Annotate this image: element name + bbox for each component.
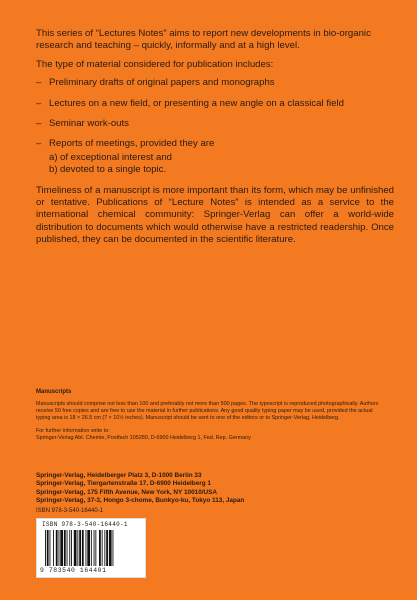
list-item bbox=[36, 98, 394, 110]
further-info-address: Springer-Verlag Abt. Chemie, Postfach 105280, D-6900 Heidelberg 1, Fed. Rep. Germany bbox=[36, 434, 251, 441]
sub-text: devoted to a single topic. bbox=[60, 164, 167, 176]
list-item-text: Preliminary drafts of original papers and monographs bbox=[49, 77, 275, 89]
material-intro: The type of material considered for publication includes: bbox=[36, 58, 274, 70]
dash-marker: – bbox=[36, 138, 42, 150]
isbn-label: ISBN 978-3-540-16440-1 bbox=[36, 508, 104, 514]
manuscripts-title: Manuscripts bbox=[36, 389, 72, 395]
list-item bbox=[36, 118, 394, 130]
list-item-text: Reports of meetings, provided they are bbox=[49, 138, 215, 150]
barcode-digits: 9 783540 164401 bbox=[40, 567, 107, 574]
barcode bbox=[36, 518, 146, 578]
dash-marker: – bbox=[36, 118, 42, 130]
list-item bbox=[36, 138, 394, 176]
main-text bbox=[36, 28, 394, 247]
sub-letter: a) bbox=[49, 151, 58, 163]
dash-marker: – bbox=[36, 97, 42, 109]
further-info-label: For further information write to: bbox=[36, 427, 110, 434]
list-item bbox=[36, 77, 394, 89]
address-line: Springer-Verlag, Tiergartenstraße 17, D-6900 Heidelberg 1 bbox=[36, 480, 211, 488]
list-item-text: Seminar work-outs bbox=[49, 118, 129, 130]
barcode-bars bbox=[45, 530, 137, 568]
address-line: Springer-Verlag, Heidelberger Platz 3, D-1000 Berlin 33 bbox=[36, 472, 202, 479]
list-item-text: Lectures on a new field, or presenting a new angle on a classical field bbox=[49, 97, 344, 109]
address-line: Springer-Verlag, 37-3, Hongo 3-chome, Bunkyo-ku, Tokyo 113, Japan bbox=[36, 497, 245, 505]
manuscripts-section bbox=[36, 388, 381, 442]
sub-list-item bbox=[49, 164, 394, 176]
publisher-addresses bbox=[36, 472, 381, 506]
sub-text: of exceptional interest and bbox=[60, 151, 173, 163]
sub-list bbox=[49, 152, 394, 177]
manuscripts-paragraph: Manuscripts should comprise not less than 100 and preferably not more than 500 pages. The typescript is reproduced photographically. Authors receive 50 free copies and are free to use the material in further publications. Any good quality typing paper may be used, provided the actual typing area is 18 × 26.5 cm (7 × 10½ inches). Manuscript should be sent to one of the editors or to Springer-Verlag, Heidelberg. bbox=[36, 401, 379, 422]
material-list bbox=[36, 77, 394, 176]
intro-paragraph: This series of “Lectures Notes” aims to report new developments in bio-organic research and teaching – quickly, informally and at a high level. bbox=[36, 28, 371, 52]
barcode-isbn-text: ISBN 978-3-540-16440-1 bbox=[42, 521, 128, 528]
timeliness-paragraph: Timeliness of a manuscript is more important than its form, which may be unfinished or tentative. Publications of “Lecture Notes” is intended as a service to the international chemical community: Springer-Verlag can offer a world-wide distribution to documents which would otherwise have a restricted readership. Once published, they can be documented in the scientific literature. bbox=[36, 184, 394, 246]
sub-letter: b) bbox=[49, 164, 58, 176]
dash-marker: – bbox=[36, 77, 42, 89]
address-line: Springer-Verlag, 175 Fifth Avenue, New York, NY 10010/USA bbox=[36, 488, 218, 496]
sub-list-item bbox=[49, 152, 394, 164]
